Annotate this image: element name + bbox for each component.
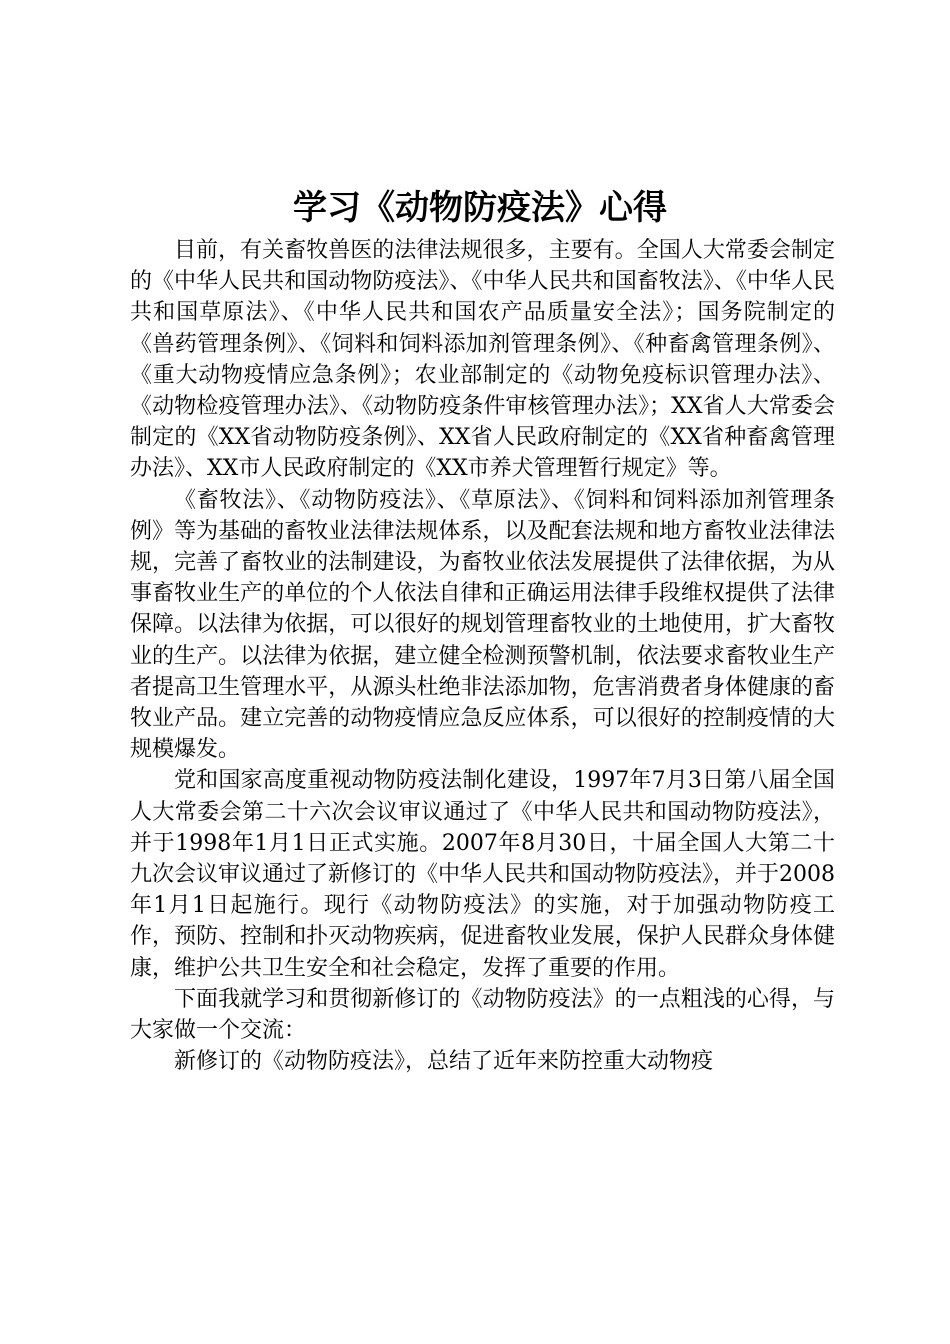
- document-body: [130, 235, 835, 1077]
- document-title: 学习《动物防疫法》心得: [293, 188, 667, 228]
- paragraph-4: 下面我就学习和贯彻新修订的《动物防疫法》的一点粗浅的心得，与大家做一个交流：: [130, 986, 835, 1044]
- paragraph-3: 党和国家高度重视动物防疫法制化建设，1997年7月3日第八届全国人大常委会第二十六次会议审议通过了《中华人民共和国动物防疫法》，并于1998年1月1日正式实施。2007年8月30日，十届全国人大第二十九次会议审议通过了新修订的《中华人民共和国动物防疫法》，并于2008年1月1日起施行。现行《动物防疫法》的实施，对于加强动物防疫工作，预防、控制和扑灭动物疾病，促进畜牧业发展，保护人民群众身体健康，维护公共卫生安全和社会稳定，发挥了重要的作用。: [130, 768, 836, 981]
- paragraph-1: 目前，有关畜牧兽医的法律法规很多，主要有。全国人大常委会制定的《中华人民共和国动物防疫法》、《中华人民共和国畜牧法》、《中华人民共和国草原法》、《中华人民共和国农产品质量安全法》；国务院制定的《兽药管理条例》、《饲料和饲料添加剂管理条例》、《种畜禽管理条例》、《重大动物疫情应急条例》；农业部制定的《动物免疫标识管理办法》、《动物检疫管理办法》、《动物防疫条件审核管理办法》；XX省人大常委会制定的《XX省动物防疫条例》、XX省人民政府制定的《XX省种畜禽管理办法》、XX市人民政府制定的《XX市养犬管理暂行规定》等。: [130, 238, 835, 482]
- paragraph-5: 新修订的《动物防疫法》，总结了近年来防控重大动物疫: [174, 1049, 714, 1075]
- paragraph-2: 《畜牧法》、《动物防疫法》、《草原法》、《饲料和饲料添加剂管理条例》等为基础的畜牧业法律法规体系，以及配套法规和地方畜牧业法律法规，完善了畜牧业的法制建设，为畜牧业依法发展提供了法律依据，为从事畜牧业生产的单位的个人依法自律和正确运用法律手段维权提供了法律保障。以法律为依据，可以很好的规划管理畜牧业的土地使用，扩大畜牧业的生产。以法律为依据，建立健全检测预警机制，依法要求畜牧业生产者提高卫生管理水平，从源头杜绝非法添加物，危害消费者身体健康的畜牧业产品。建立完善的动物疫情应急反应体系，可以很好的控制疫情的大规模爆发。: [130, 487, 835, 763]
